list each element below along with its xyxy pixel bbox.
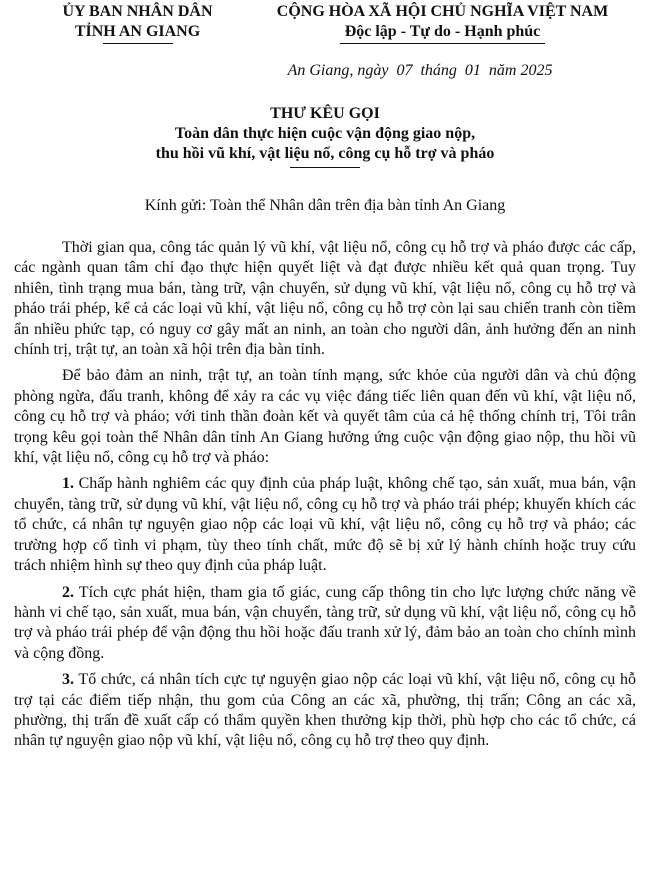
motto-underline bbox=[340, 43, 545, 44]
agency-province: TỈNH AN GIANG bbox=[74, 23, 201, 40]
list-item-2 bbox=[14, 583, 636, 665]
item-text: Tích cực phát hiện, tham gia tố giác, cung cấp thông tin cho lực lượng chức năng về hành vi chế tạo, sản xuất, mua bán, vận chuyển, tàng trữ, sử dụng vũ khí, vật liệu nổ, công cụ hỗ trợ và pháo trái phép để vận động thu hồi hoặc đấu tranh xử lý, đảm bảo an toàn cho chính mình và cộng đồng. bbox=[14, 583, 636, 662]
list-item-1 bbox=[14, 474, 636, 576]
agency-header bbox=[20, 2, 255, 44]
item-number: 2. bbox=[62, 583, 74, 601]
title-underline bbox=[290, 167, 360, 168]
item-text: Chấp hành nghiêm các quy định của pháp luật, không chế tạo, sản xuất, mua bán, vận chuyển, tàng trữ, sử dụng vũ khí, vật liệu nổ, công cụ hỗ trợ và pháo trái phép; khuyến khích các tổ chức, cá nhân tự nguyện giao nộp các loại vũ khí, vật liệu nổ, công cụ hỗ trợ và pháo; các trường hợp cố tình vi phạm, tùy theo tính chất, mức độ sẽ bị xử lý hành chính hoặc truy cứu trách nhiệm hình sự theo quy định của pháp luật. bbox=[14, 475, 636, 575]
title-block bbox=[0, 104, 650, 168]
item-text: Tổ chức, cá nhân tích cực tự nguyện giao nộp các loại vũ khí, vật liệu nổ, công cụ hỗ trợ tại các điểm tiếp nhận, thu gom của Công an các xã, phường, thị trấn; Công an các xã, phường, thị trấn đề xuất cấp có thẩm quyền khen thưởng kịp thời, phù hợp cho các tổ chức, cá nhân tự nguyện giao nộp vũ khí, vật liệu nổ, công cụ hỗ trợ theo quy định. bbox=[14, 671, 636, 750]
item-number: 3. bbox=[62, 671, 74, 689]
item-number: 1. bbox=[62, 475, 74, 493]
paragraph-appeal: Để bảo đảm an ninh, trật tự, an toàn tính mạng, sức khỏe của người dân và chủ động phòng ngừa, đấu tranh, không để xảy ra các vụ việc đáng tiếc liên quan đến vũ khí, vật liệu nổ, công cụ hỗ trợ và pháo; với tinh thần đoàn kết và quyết tâm của cả hệ thống chính trị, Tôi trân trọng kêu gọi toàn thể Nhân dân tỉnh An Giang hưởng ứng cuộc vận động giao nộp, thu hồi vũ khí, vật liệu nổ, công cụ hỗ trợ và pháo: bbox=[14, 367, 636, 467]
list-item-3 bbox=[14, 670, 636, 752]
national-motto: Độc lập - Tự do - Hạnh phúc bbox=[344, 23, 541, 40]
document-title: THƯ KÊU GỌI bbox=[270, 105, 380, 122]
national-title: CỘNG HÒA XÃ HỘI CHỦ NGHĨA VIỆT NAM bbox=[276, 3, 609, 20]
agency-name: ỦY BAN NHÂN DÂN bbox=[62, 3, 213, 20]
document-date: An Giang, ngày 07 tháng 01 năm 2025 bbox=[287, 62, 553, 79]
greeting: Kính gửi: Toàn thể Nhân dân trên địa bàn tỉnh An Giang bbox=[144, 197, 506, 214]
paragraph-intro: Thời gian qua, công tác quản lý vũ khí, vật liệu nổ, công cụ hỗ trợ và pháo được các cấp, các ngành quan tâm chỉ đạo thực hiện quyết liệt và đạt được nhiều kết quả quan trọng. Tuy nhiên, tình trạng mua bán, tàng trữ, vận chuyển, sử dụng vũ khí, vật liệu nổ, công cụ hỗ trợ và pháo trái phép, kể cả các loại vũ khí, vật liệu nổ, công cụ hỗ trợ còn lại sau chiến tranh còn tiềm ẩn nhiều phức tạp, có nguy cơ gây mất an ninh, an toàn cho người dân, ảnh hưởng đến an ninh chính trị, trật tự, an toàn xã hội trên địa bàn tỉnh. bbox=[14, 239, 636, 359]
document-body bbox=[14, 238, 636, 758]
document-subtitle-line1: Toàn dân thực hiện cuộc vận động giao nộp, bbox=[174, 125, 476, 142]
national-header bbox=[255, 2, 630, 44]
document-subtitle-line2: thu hồi vũ khí, vật liệu nổ, công cụ hỗ trợ và pháo bbox=[155, 145, 495, 162]
agency-underline bbox=[103, 43, 173, 44]
